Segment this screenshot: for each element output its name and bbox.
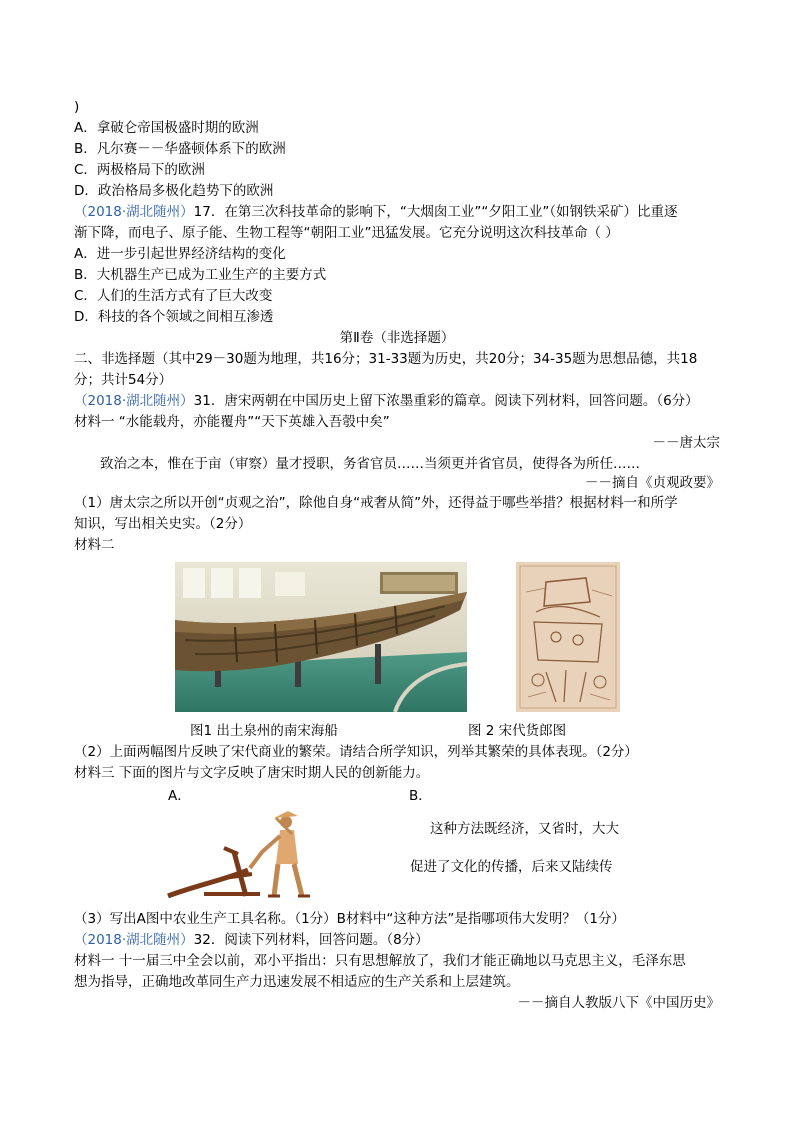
q16-option-b: B．凡尔赛－－华盛顿体系下的欧洲 — [74, 141, 286, 157]
q32-stem-line — [74, 931, 429, 949]
q31-question1-line2: 知识，写出相关史实。（2分） — [74, 516, 252, 532]
q31-question3-line: （3）写出A图中农业生产工具名称。（1分）B材料中“这种方法”是指哪项伟大发明？（1分） — [74, 911, 626, 927]
q32-material1-line1: 材料一 十一届三中全会以前，邓小平指出：只有思想解放了，我们才能正确地以马克思主义，毛泽东思 — [74, 953, 686, 969]
part2-title: 第Ⅱ卷（非选择题） — [339, 330, 455, 346]
q31-material2-label: 材料二 — [74, 537, 115, 553]
part2-intro-line2: 分；共计54分） — [74, 372, 173, 388]
figure-1-caption: 图1 出土泉州的南宋海船 — [190, 723, 338, 739]
q32-source: （2018·湖北随州） — [74, 932, 194, 948]
q31-source: （2018·湖北随州） — [74, 393, 194, 409]
q31-stem: 31．唐宋两朝在中国历史上留下浓墨重彩的篇章。阅读下列材料，回答问题。（6分） — [193, 393, 699, 409]
q17-option-a: A．进一步引起世界经济结构的变化 — [74, 246, 286, 262]
figure-a-curved-plough-drawing — [164, 808, 324, 903]
q31-question1-line1: （1）唐太宗之所以开创“贞观之治”，除他自身“戒奢从简”外，还得益于哪些举措？根据材料一和所学 — [74, 495, 678, 511]
q16-tail: ) — [74, 99, 80, 115]
q32-stem: 32．阅读下列材料，回答问题。（8分） — [193, 932, 429, 948]
material3-label-b: B． — [409, 788, 432, 804]
q17-option-b: B．大机器生产已成为工业生产的主要方式 — [74, 267, 327, 283]
figure-2-caption: 图 2 宋代货郎图 — [468, 723, 567, 739]
q31-question2-line: （2）上面两幅图片反映了宋代商业的繁荣。请结合所学知识，列举其繁荣的具体表现。（2分） — [74, 744, 638, 760]
q16-option-d: D．政治格局多极化趋势下的欧洲 — [74, 183, 274, 199]
q17-stem-line1 — [74, 203, 678, 221]
q31-material1-line: 材料一 “水能载舟，亦能覆舟”“天下英雄入吾彀中矣” — [74, 414, 390, 430]
figure-2-song-peddler-painting — [516, 562, 620, 712]
q17-stem: 17．在第三次科技革命的影响下，“大烟囱工业”“夕阳工业”（如钢铁采矿）比重逐 — [193, 204, 678, 220]
q16-option-a: A．拿破仑帝国极盛时期的欧洲 — [74, 120, 259, 136]
q17-option-d: D．科技的各个领域之间相互渗透 — [74, 309, 274, 325]
q32-material1-attribution: －－摘自人教版八下《中国历史》 — [517, 995, 720, 1011]
material3-label-a: A． — [168, 788, 191, 804]
q31-material1-attribution: －－唐太宗 — [652, 435, 720, 451]
q31-stem-line — [74, 392, 699, 410]
material3-b-text-clipped — [410, 897, 480, 902]
q16-option-c: C．两极格局下的欧洲 — [74, 162, 205, 178]
material3-b-text-line1: 这种方法既经济，又省时，大大 — [430, 821, 619, 837]
q17-source: （2018·湖北随州） — [74, 204, 194, 220]
q17-option-c: C．人们的生活方式有了巨大改变 — [74, 288, 273, 304]
q32-material1-line2: 想为指导，正确地改革同生产力迅速发展不相适应的生产关系和上层建筑。 — [74, 974, 520, 990]
q17-stem-line2: 渐下降，而电子、原子能、生物工程等“朝阳工业”迅猛发展。它充分说明这次科技革命（ ） — [74, 225, 619, 241]
q31-material3-line: 材料三 下面的图片与文字反映了唐宋时期人民的创新能力。 — [74, 765, 430, 781]
part2-intro-line1: 二、非选择题（其中29－30题为地理，共16分；31-33题为历史，共20分；34-35题为思想品德，共18 — [74, 351, 698, 367]
q31-material1-quote: 致治之本，惟在于亩（审察）量才授职，务省官员……当须更并省官员，使得各为所任…… — [100, 456, 640, 472]
material3-b-text-line2: 促进了文化的传播，后来又陆续传 — [410, 859, 613, 875]
q31-material1-quote-attribution: －－摘自《贞观政要》 — [585, 475, 720, 491]
figure-1-southern-song-ship-photo — [175, 562, 467, 712]
